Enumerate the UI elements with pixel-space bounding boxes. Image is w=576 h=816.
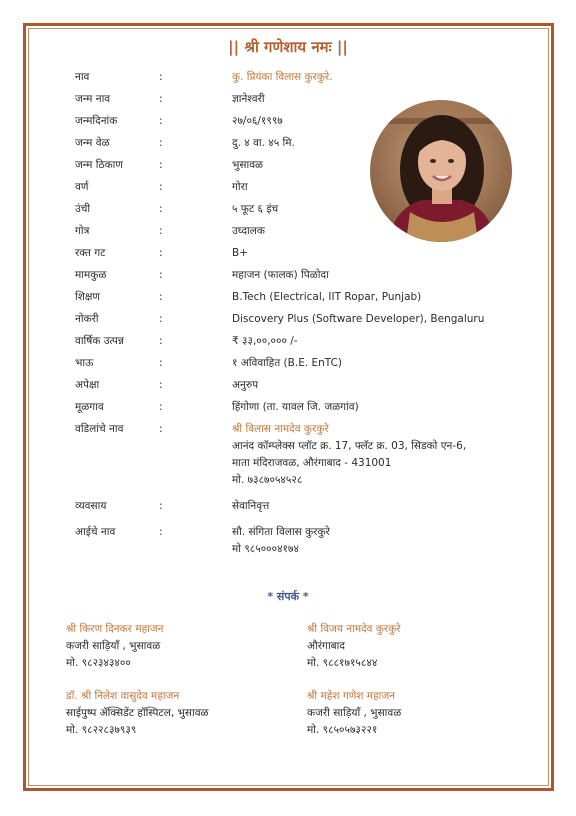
detail-colon: : xyxy=(159,526,163,538)
detail-value: ज्ञानेश्वरी xyxy=(232,93,265,105)
father-name: श्री विलास नामदेव कुरकुरे xyxy=(232,423,329,435)
detail-row-expectation xyxy=(0,374,576,396)
detail-label: आईचे नाव xyxy=(75,526,116,538)
detail-colon: : xyxy=(159,115,163,127)
detail-colon: : xyxy=(159,71,163,83)
detail-colon: : xyxy=(159,269,163,281)
detail-label: गोत्र xyxy=(75,225,90,237)
detail-colon: : xyxy=(159,225,163,237)
detail-row-gotra xyxy=(0,220,576,242)
detail-colon: : xyxy=(159,181,163,193)
profile-photo-image xyxy=(370,100,512,242)
detail-label: वार्षिक उत्पन्न xyxy=(75,335,124,347)
detail-value: B.Tech (Electrical, IIT Ropar, Punjab) xyxy=(232,291,422,303)
father-address-line1: आनंद कॉम्प्लेक्स प्लॉट क्र. 17, फ्लॅट क्र. 03, सिडको एन-6, xyxy=(232,440,467,452)
detail-label: शिक्षण xyxy=(75,291,100,303)
detail-label: जन्म वेळ xyxy=(75,137,110,149)
contact-name: श्री विजय नामदेव कुरकुरे xyxy=(307,623,401,635)
detail-row-education xyxy=(0,286,576,308)
detail-label: जन्म ठिकाण xyxy=(75,159,123,171)
contact-card xyxy=(66,688,209,739)
contact-phone: मो. ९८५०५७३२२१ xyxy=(307,724,378,736)
father-address-line2: माता मंदिराजवळ, औरंगाबाद - 431001 xyxy=(232,457,392,469)
detail-colon: : xyxy=(159,313,163,325)
detail-row-blood-group xyxy=(0,242,576,264)
detail-label: व्यवसाय xyxy=(75,500,107,512)
detail-label: उंची xyxy=(75,203,91,215)
contact-heading: * संपर्क * xyxy=(267,590,309,603)
detail-value: हिंगोणा (ता. यावल जि. जळगांव) xyxy=(232,401,359,413)
detail-label: वर्ण xyxy=(75,181,89,193)
detail-value-name: कु. प्रियंका विलास कुरकुरे. xyxy=(232,71,333,83)
profile-photo xyxy=(370,100,512,242)
contact-name: श्री महेश गणेश महाजन xyxy=(307,690,395,702)
father-details xyxy=(232,421,466,489)
contact-phone: मो. ९८८१७१५८४४ xyxy=(307,657,378,669)
detail-value: गोरा xyxy=(232,181,248,193)
detail-colon: : xyxy=(159,93,163,105)
detail-row-maternal-family xyxy=(0,264,576,286)
contact-card xyxy=(66,621,164,672)
detail-label: मामकुळ xyxy=(75,269,107,281)
detail-label: नोकरी xyxy=(75,313,99,325)
detail-value: २७/०६/१९९७ xyxy=(232,115,283,127)
detail-row-brother xyxy=(0,352,576,374)
detail-label: अपेक्षा xyxy=(75,379,100,391)
detail-colon: : xyxy=(159,291,163,303)
detail-colon: : xyxy=(159,247,163,259)
detail-value: उघ्दालक xyxy=(232,225,265,237)
detail-label: नाव xyxy=(75,71,90,83)
detail-value: महाजन (फालक) पिळोदा xyxy=(232,269,329,281)
mother-name: सौ. संगिता विलास कुरकुरे xyxy=(232,526,330,538)
detail-value: १ अविवाहित (B.E. EnTC) xyxy=(232,357,343,369)
detail-label: भाऊ xyxy=(75,357,94,369)
detail-row-occupation xyxy=(0,495,576,517)
detail-label: जन्म नाव xyxy=(75,93,111,105)
father-phone: मो. ७३८७०५४५२८ xyxy=(232,474,303,486)
detail-value: भुसावळ xyxy=(232,159,264,171)
contact-card xyxy=(307,621,401,672)
mother-phone: मो ९८५०००४१७४ xyxy=(232,543,299,555)
detail-colon: : xyxy=(159,335,163,347)
detail-row-income xyxy=(0,330,576,352)
contact-name: श्री किरण दिनकर महाजन xyxy=(66,623,164,635)
detail-colon: : xyxy=(159,357,163,369)
detail-value: सेवानिवृत्त xyxy=(232,500,270,512)
contact-place: औरंगाबाद xyxy=(307,640,345,652)
contact-phone: मो. ९८२३४३४०० xyxy=(66,657,131,669)
detail-label: मूळगाव xyxy=(75,401,104,413)
detail-row-job xyxy=(0,308,576,330)
contact-place: कजरी साड़ियाँ , भुसावळ xyxy=(66,640,161,652)
contact-place: कजरी साड़ियाँ , भुसावळ xyxy=(307,707,402,719)
detail-colon: : xyxy=(159,423,163,435)
detail-value: दु. ४ वा. ४५ मि. xyxy=(232,137,295,149)
detail-colon: : xyxy=(159,159,163,171)
detail-colon: : xyxy=(159,500,163,512)
detail-label: जन्मदिनांक xyxy=(75,115,118,127)
detail-row-father xyxy=(0,418,576,498)
detail-label: वडिलांचे नाव xyxy=(75,423,124,435)
contact-name: डॉ. श्री निलेश वासुदेव महाजन xyxy=(66,690,180,702)
detail-colon: : xyxy=(159,379,163,391)
contact-place: साईपुष्प ॲक्सिडेंट हॉस्पिटल, भुसावळ xyxy=(66,707,209,719)
detail-value: B+ xyxy=(232,247,249,259)
detail-row-birth-name xyxy=(0,88,576,110)
detail-value: अनुरुप xyxy=(232,379,259,391)
detail-colon: : xyxy=(159,203,163,215)
detail-colon: : xyxy=(159,401,163,413)
contact-card xyxy=(307,688,401,739)
detail-value: ५ फूट ६ इंच xyxy=(232,203,279,215)
detail-row-mother xyxy=(0,521,576,561)
detail-colon: : xyxy=(159,137,163,149)
detail-row-name xyxy=(0,66,576,88)
mother-details xyxy=(232,524,330,558)
page-title: || श्री गणेशाय नमः || xyxy=(228,38,348,56)
detail-value: Discovery Plus (Software Developer), Bengaluru xyxy=(232,313,485,325)
detail-row-native-place xyxy=(0,396,576,418)
detail-label: रक्त गट xyxy=(75,247,106,259)
detail-value: ₹ ३३,००,००० /- xyxy=(232,335,298,347)
contact-phone: मो. ९८२२८३७९३९ xyxy=(66,724,137,736)
